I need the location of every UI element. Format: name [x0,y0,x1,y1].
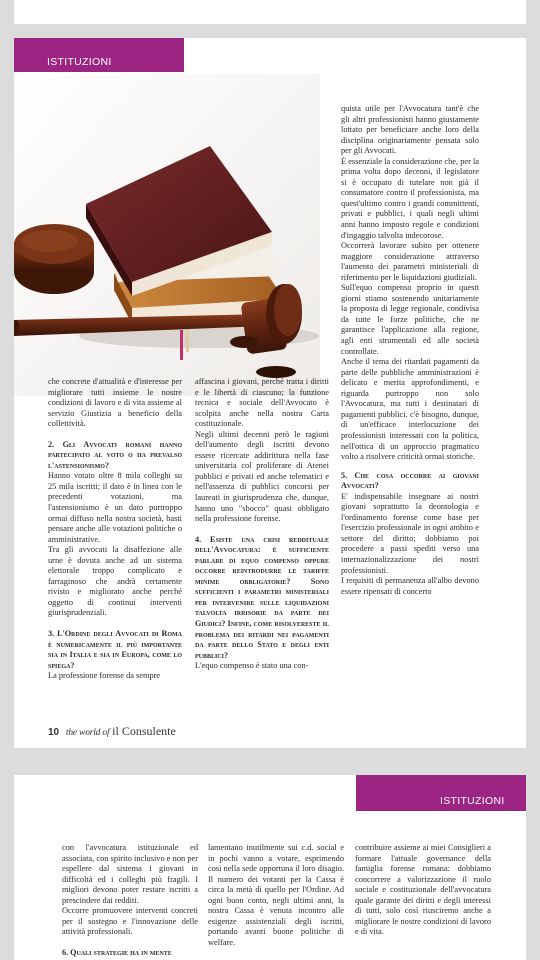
paragraph: L'equo compenso è stato una con- [195,661,309,671]
question-heading: 3. L'Ordine degli Avvocati di Roma è numericamente il più importante sia in Italia e sia in Europa, come lo spiega? [48,629,182,670]
paragraph: lamentano inutilmente sui c.d. social e in pochi vanno a votare, esprimendo così nella sede opportuna il loro disagio. Il numero dei votanti per la Cassa è circa la metà di quello per l'Ordine. Ad ogni buon conto, negli ultimi anni, la nostra Cassa è venuta incontro alle esigenze assistenziali degli iscritti, portando avanti buone politiche di welfare. [208,843,344,947]
paragraph: Occorrerà lavorare subito per ottenere maggiore considerazione attraverso l'aumento dei parametri ministeriali di riferimento per le liquidazioni giudiziali. [341,241,479,282]
page-number: 10 [48,727,60,738]
gavel-and-books-illustration [14,74,320,396]
footer-script: the world of [65,728,110,738]
paragraph: Hanno votato oltre 8 mila colleghi su 25 mila iscritti; il dato è in linea con le precedenti votazioni, ma l'astensionismo è un dato purtroppo ormai diffuso nella nostra società, basti pensare anche alle votazioni politiche o amministrative. [48,471,182,544]
question-heading: 6. Quali strategie ha in mente [62,947,172,957]
article-column-1 [48,377,182,682]
article-column-3 [355,843,491,938]
magazine-page [14,38,526,748]
gavel-books-photo [14,74,320,396]
question-heading: 2. Gli Avvocati romani hanno partecipato al voto o ha prevalso l'astensionismo? [48,439,182,470]
paragraph: Sull'equo compenso proprio in questi giorni stiamo sostenendo unitariamente la proposta di legge regionale, condivisa da tutte le forze politiche, che ne garantisce l'applicazione alla regione, agli enti strumentali ed alle società controllate. [341,283,479,356]
paragraph: Negli ultimi decenni però le ragioni dell'aumento degli iscritti devono essere ricercate addirittura nella fase universitaria col proliferare di Atenei pubblici e privati ed anche telematici e nell'assenza di pubblici concorsi per laureati in giurisprudenza che, dunque, hanno uno "sbocco" quasi obbligato nella professione forense. [195,429,329,524]
paragraph: E' indispensabile insegnare ai nostri giovani soprattutto la deontologia e l'ordinamento forense come base per l'esercizio professionale in ogni ambito e settore del diritto; dobbiamo poi procedere a passi spediti verso una internazionalizzazione dei nostri professionisti. [341,491,479,575]
paragraph: con l'avvocatura istituzionale ed associata, con spirito inclusivo e non per espellere dal sistema i giovani in difficoltà ed i colleghi più fragili. I migliori devono poter restare iscritti a prescindere dai redditi. [62,843,198,905]
paragraph: che concrete d'attualità e d'interesse per migliorare tutti insieme le nostre condizioni di lavoro e di vita assieme al servizio Giustizia a beneficio della collettività. [48,377,182,429]
paragraph: quista utile per l'Avvocatura tant'è che gli altri professionisti hanno giustamente lottato per beneficiare anche loro della disciplina originariamente pensata solo per gli Avvocati. [341,104,479,156]
page-footer [48,724,176,739]
question-heading: 5. Che cosa occorre ai giovani Avvocati? [341,470,479,491]
paragraph: contribuire assieme ai miei Consiglieri a formare l'attuale governance della famiglia forense romana: dobbiamo concorrere a valorizzazione il ruolo sociale e costituzionale dell'avvocatura quale garante dei diritti e degli interessi di tutti, solo così riusciremo anche a migliorare le nostre condizioni di lavoro e di vita. [355,843,491,937]
article-column-2 [195,377,329,672]
question-heading: 4. Esiste una crisi reddituale dell'Avvocatura: è sufficiente parlare di equo compenso oppure occorre reintrodurre le tariffe minime obbligatorie? Sono sufficienti i parametri ministeriali per intervenire sulle liquidazioni talvolta irrisorie da parte dei Giudici? Infine, come risolvereste il problema dei ritardi nei pagamenti da parte dello Stato e degli enti pubblici? [195,534,329,660]
section-label: ISTITUZIONI [47,56,112,68]
paragraph: I requisiti di permanenza all'albo devono essere ripensati di concerto [341,576,479,596]
paragraph: È essenziale la considerazione che, per la prima volta dopo decenni, il legislatore si è occupato di tutelare non già il consumatore contro il professionista, ma quest'ultimo contro i grandi committenti, privati e pubblici, i quali negli ultimi anni hanno imposto regole e condizioni d'ingaggio talvolta indecorose. [341,156,479,240]
paragraph: affascina i giovani, perché tratta i diritti e le libertà di ciascuno; la funzione tecnica e sociale dell'Avvocato è scolpita anche nella nostra Carta costituzionale. [195,377,329,429]
paragraph: Anche il tema dei ritardati pagamenti da parte delle pubbliche amministrazioni è delicato e merita approfondimenti, e riguarda purtroppo non solo l'Avvocatura, ma tutti i destinatari di pagamenti pubblici. c'è bisogno, dunque, di un'efficace interlocuzione dei professionisti interessati con la politica, nell'ottica di un approccio pragmatico volto a risolvere criticità ormai storiche. [341,357,479,462]
next-magazine-page [14,775,526,960]
paragraph: La professione forense da sempre [48,671,161,681]
section-label: ISTITUZIONI [440,795,505,807]
paragraph: Tra gli avvocati la disaffezione alle urne è dovuta anche ad un sistema elettorale troppo complicato e farraginoso che andrà certamente rivisto e migliorato anche perché oggetto di continui interventi giurisprudenziali. [48,545,182,618]
section-tab [356,775,526,811]
previous-page-sliver [14,0,526,24]
section-tab [14,38,184,72]
article-column-2 [208,843,344,948]
magazine-name: il Consulente [112,724,176,738]
article-column-1 [62,843,198,958]
article-column-3 [341,104,479,597]
paragraph: Occorre promuovere interventi concreti per il sostegno e l'innovazione delle attività professionali. [62,906,198,937]
